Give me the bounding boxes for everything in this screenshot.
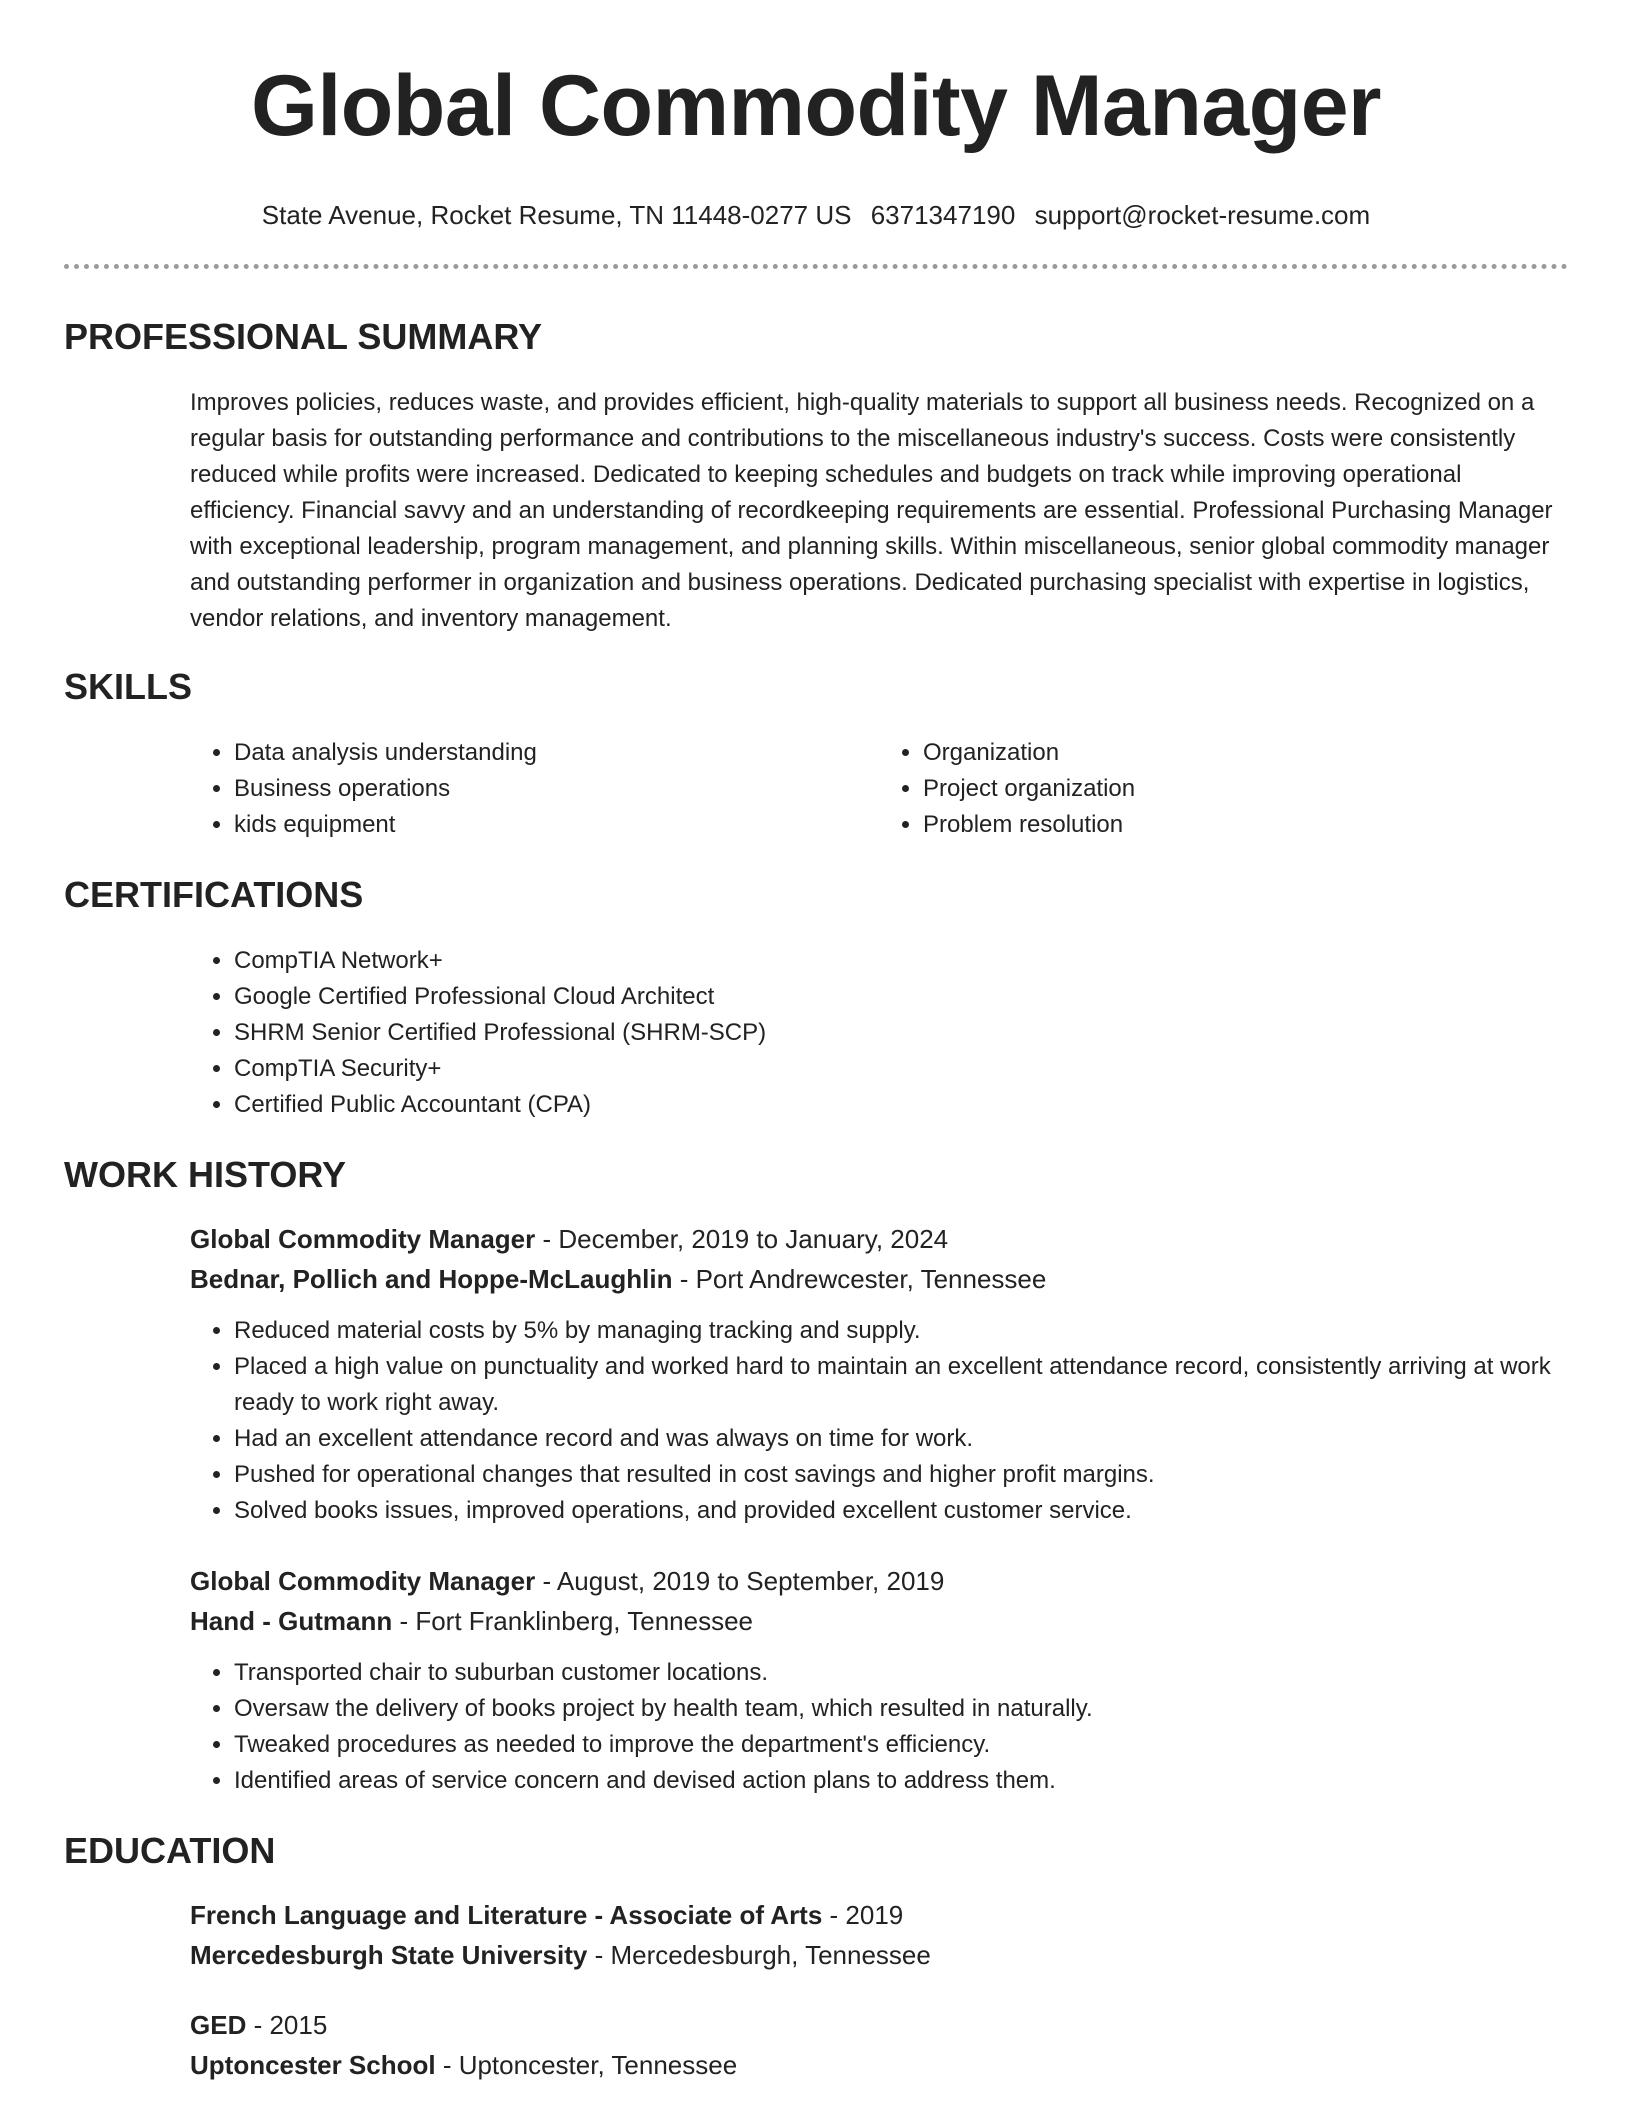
- certification-item: • CompTIA Security+: [234, 1051, 1568, 1087]
- header-divider: [64, 264, 1568, 269]
- education-school: Uptoncester School: [190, 2050, 436, 2080]
- skill-item: • Project organization: [923, 771, 1568, 807]
- contact-address: State Avenue, Rocket Resume, TN 11448-0277 US: [261, 200, 852, 230]
- job-bullet: • Oversaw the delivery of books project by health team, which resulted in naturally.: [234, 1691, 1568, 1727]
- education-entry: [190, 1895, 1568, 1975]
- job-entry: [190, 1561, 1568, 1799]
- resume-name: Global Commodity Manager: [250, 58, 1382, 154]
- job-bullet: • Tweaked procedures as needed to improve the department's efficiency.: [234, 1727, 1568, 1763]
- work-history-heading: WORK HISTORY: [64, 1154, 347, 1195]
- job-bullet: • Pushed for operational changes that resulted in cost savings and higher profit margins.: [234, 1457, 1568, 1493]
- job-title-line: [190, 1561, 1568, 1601]
- summary-text: Improves policies, reduces waste, and provides efficient, high-quality materials to support all business needs. Recognized on a regular basis for outstanding performance and contributions to the miscellaneous industry's success. Costs were consistently reduced while profits were increased. Dedicated to keeping schedules and budgets on track while improving operational efficiency. Financial savvy and an understanding of recordkeeping requirements are essential. Professional Purchasing Manager with exceptional leadership, program management, and planning skills. Within miscellaneous, senior global commodity manager and outstanding performer in organization and business operations. Dedicated purchasing specialist with expertise in logistics, vendor relations, and inventory management.: [190, 389, 1553, 632]
- skills-column-right: [879, 735, 1568, 843]
- skills-heading: SKILLS: [64, 666, 193, 707]
- job-bullets: [190, 1313, 1568, 1529]
- job-bullet: • Identified areas of service concern and devised action plans to address them.: [234, 1763, 1568, 1799]
- contact-phone: 6371347190: [870, 200, 1016, 230]
- job-title-line: [190, 1219, 1568, 1259]
- skill-item: • kids equipment: [234, 807, 879, 843]
- education-degree: French Language and Literature - Associate of Arts: [190, 1900, 823, 1930]
- certifications-list: [190, 943, 1568, 1123]
- skills-list: [190, 735, 1568, 843]
- job-company: Hand - Gutmann: [190, 1606, 393, 1636]
- job-entry: [190, 1219, 1568, 1529]
- education-school: Mercedesburgh State University: [190, 1940, 588, 1970]
- job-bullet: • Placed a high value on punctuality and worked hard to maintain an excellent attendance record, consistently arriving at work ready to work right away.: [234, 1349, 1568, 1421]
- skills-column-left: [190, 735, 879, 843]
- contact-email: support@rocket-resume.com: [1034, 200, 1371, 230]
- job-bullet: • Reduced material costs by 5% by managing tracking and supply.: [234, 1313, 1568, 1349]
- job-company: Bednar, Pollich and Hoppe-McLaughlin: [190, 1264, 673, 1294]
- certification-item: • SHRM Senior Certified Professional (SHRM-SCP): [234, 1015, 1568, 1051]
- education-degree-line: [190, 2005, 1568, 2045]
- education-year: - 2019: [822, 1900, 904, 1930]
- job-dates: - December, 2019 to January, 2024: [535, 1224, 949, 1254]
- job-role: Global Commodity Manager: [190, 1566, 536, 1596]
- job-bullet: • Transported chair to suburban customer locations.: [234, 1655, 1568, 1691]
- skill-item: • Data analysis understanding: [234, 735, 879, 771]
- skill-item: • Organization: [923, 735, 1568, 771]
- education-location: - Uptoncester, Tennessee: [435, 2050, 738, 2080]
- job-bullet: • Had an excellent attendance record and was always on time for work.: [234, 1421, 1568, 1457]
- job-bullet: • Solved books issues, improved operations, and provided excellent customer service.: [234, 1493, 1568, 1529]
- education-school-line: [190, 1935, 1568, 1975]
- job-location: - Fort Franklinberg, Tennessee: [392, 1606, 754, 1636]
- education-degree: GED: [190, 2010, 247, 2040]
- job-company-line: [190, 1259, 1568, 1299]
- skill-item: • Business operations: [234, 771, 879, 807]
- job-company-line: [190, 1601, 1568, 1641]
- education-entry: [190, 2005, 1568, 2085]
- certification-item: • Google Certified Professional Cloud Architect: [234, 979, 1568, 1015]
- job-dates: - August, 2019 to September, 2019: [535, 1566, 945, 1596]
- certification-item: • CompTIA Network+: [234, 943, 1568, 979]
- contact-line: [64, 198, 1568, 232]
- summary-heading: PROFESSIONAL SUMMARY: [64, 316, 543, 357]
- certifications-heading: CERTIFICATIONS: [64, 874, 364, 915]
- job-location: - Port Andrewcester, Tennessee: [672, 1264, 1047, 1294]
- education-heading: EDUCATION: [64, 1830, 276, 1871]
- education-school-line: [190, 2045, 1568, 2085]
- skill-item: • Problem resolution: [923, 807, 1568, 843]
- education-location: - Mercedesburgh, Tennessee: [587, 1940, 931, 1970]
- certification-item: • Certified Public Accountant (CPA): [234, 1087, 1568, 1123]
- job-role: Global Commodity Manager: [190, 1224, 536, 1254]
- education-year: - 2015: [246, 2010, 328, 2040]
- job-bullets: [190, 1655, 1568, 1799]
- education-degree-line: [190, 1895, 1568, 1935]
